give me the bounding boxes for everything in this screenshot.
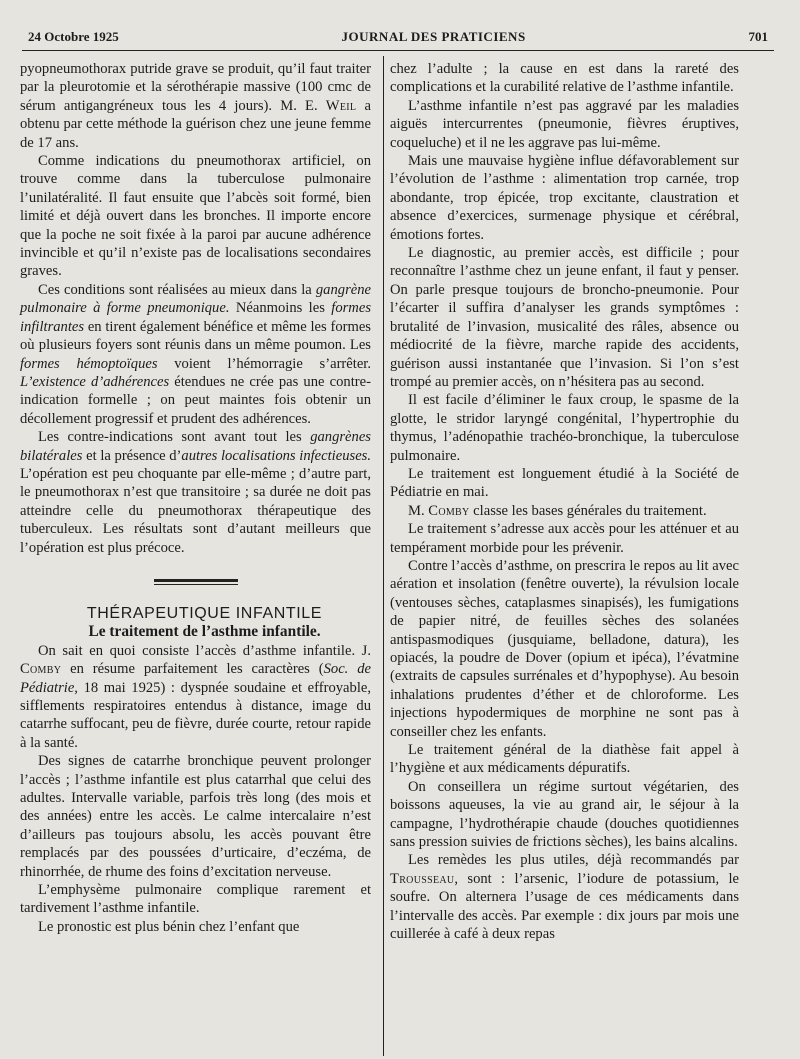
paragraph: Le traitement s’adresse aux accès pour les atténuer et au tempérament morbide pour les prévenir. <box>390 521 739 556</box>
paragraph: Contre l’accès d’asthme, on prescrira le repos au lit avec aération et insolation (fenêtre ouverte), la révulsion locale (ventouses sèches, cataplasmes sinapisés), les fumigations de papier nitré, de feuilles sèches des solanées antispasmodiques (jusquiame, belladone, datura), les opiacés, la poudre de Dover (opium et ipéca), l’évatmine (extraits de capsules surrénales et d’hypophyse). Au besoin inhalations prudentes d’éther et de chloroforme. Les injections hypodermiques de morphine ne sont pas à conseiller chez les enfants. <box>390 557 739 740</box>
paragraph: Le traitement général de la diathèse fait appel à l’hygiène et aux médicaments dépuratifs. <box>390 742 739 777</box>
paragraph: Le diagnostic, au premier accès, est difficile ; pour reconnaître l’asthme chez un jeune enfant, il faut y penser. On parle presque toujours de broncho-pneumonie. Pour l’écarter il suffira d’analyser les grands symptômes : brutalité de l’invasion, musicalité des râles, absence ou médiocrité de la fièvre, marche rapide des accidents, guérison aussi instantanée que l’invasion. Si l’on s’est trompé au premier accès, on n’hésitera pas au second. <box>390 245 739 390</box>
paragraph: Comme indications du pneumothorax artificiel, on trouve comme dans la tuberculose pulmonaire l’unilatéralité. Il faut ensuite que l’abcès soit formé, bien limité et déjà ouvert dans les bronches. Il importe encore que la poche ne soit fixée à la paroi par aucune adhérence invincible et qu’il n’existe pas de localisations secondaires graves. <box>20 153 371 280</box>
running-header <box>28 28 768 46</box>
column-divider <box>383 56 384 1056</box>
paragraph: Les contre-indications sont avant tout les gangrènes bilatérales et la présence d’autres localisations infectieuses. L’opération est peu choquante par elle-même ; d’autre part, le pneumothorax n’est que transitoire ; sa durée ne doit pas atteindre celle du pneumothorax thérapeutique des tuberculeux. Les résultats sont d’autant meilleurs que l’opération est plus précoce. <box>20 429 371 556</box>
left-column <box>20 60 371 936</box>
paragraph: pyopneumothorax putride grave se produit, qu’il faut traiter par la pleurotomie et la sérothérapie massive (100 cmc de sérum antigangréneux tous les 4 jours). M. E. Weil a obtenu par cette méthode la guérison chez une jeune femme de 17 ans. <box>20 61 371 151</box>
header-rule <box>22 50 774 51</box>
paragraph: Les remèdes les plus utiles, déjà recommandés par Trousseau, sont : l’arsenic, l’iodure de potassium, le soufre. On alternera l’usage de ces médicaments dans l’intervalle des accès. Par exemple : dix jours par mois une cuillerée à café à deux repas <box>390 852 739 943</box>
paragraph: Ces conditions sont réalisées au mieux dans la gangrène pulmonaire à forme pneumonique. Néanmoins les formes infiltrantes en tirent également bénéfice et même les formes où plusieurs foyers sont réunis dans un même poumon. Les formes hémoptoïques voient l’hémorragie s’arrêter. L’existence d’adhérences étendues ne crée pas une contre-indication formelle ; on peut maintes fois obtenir un décollement progressif et prudent des adhérences. <box>20 281 371 427</box>
paragraph: Des signes de catarrhe bronchique peuvent prolonger l’accès ; l’asthme infantile est plus catarrhal que celui des adultes. Intervalle variable, parfois très long (des mois et des années) entre les accès. Le calme intercalaire n’est d’ailleurs pas toujours absolu, les accès pouvant être remplacés par des poussées d’urticaire, d’eczéma, de rhinorrhée, de rhume des foins d’excitation nerveuse. <box>20 753 371 880</box>
author-name: Trousseau <box>390 870 455 887</box>
author-name: Comby <box>428 502 470 519</box>
paragraph: Le pronostic est plus bénin chez l’enfant que <box>38 918 300 935</box>
paragraph: Mais une mauvaise hygiène influe défavorablement sur l’évolution de l’asthme : alimentation trop carnée, trop abondante, trop épicée, trop excitante, claustration et absence d’exercices, surmenage physique et cérébral, émotions fortes. <box>390 153 739 243</box>
paragraph: M. Comby classe les bases générales du traitement. <box>408 502 707 519</box>
section-heading: THÉRAPEUTIQUE INFANTILE <box>86 604 323 622</box>
article-title: Le traitement de l’asthme infantile. <box>88 623 321 641</box>
paragraph: On sait en quoi consiste l’accès d’asthme infantile. J. Comby en résume parfaitement les caractères (Soc. de Pédiatrie, 18 mai 1925) : dyspnée soudaine et effroyable, sifflements respiratoires entendus à distance, image du catarrhe suffocant, peu de fièvre, durée courte, retour rapide à la santé. <box>20 642 371 751</box>
paragraph: L’asthme infantile n’est pas aggravé par les maladies aiguës intercurrentes (pneumonie, fièvres éruptives, coqueluche) et il ne les aggrave pas lui-même. <box>390 97 739 151</box>
paragraph: chez l’adulte ; la cause en est dans la rareté des complications et la curabilité relative de l’asthme infantile. <box>390 61 739 96</box>
paragraph: L’emphysème pulmonaire complique rarement et tardivement l’asthme infantile. <box>20 882 371 917</box>
right-column <box>390 60 739 944</box>
paragraph: Le traitement est longuement étudié à la Société de Pédiatrie en mai. <box>390 465 739 501</box>
paragraph: Il est facile d’éliminer le faux croup, le spasme de la glotte, le stridor laryngé congénital, l’hypertrophie du thymus, l’adénopathie trachéo-bronchique, la tuberculose pulmonaire. <box>390 392 739 464</box>
journal-title: JOURNAL DES PRATICIENS <box>341 29 526 44</box>
author-name: Comby <box>20 661 62 678</box>
author-name: Weil <box>325 97 357 114</box>
issue-date: 24 Octobre 1925 <box>28 29 119 44</box>
section-ornament <box>154 579 238 585</box>
page-number: 701 <box>748 29 768 44</box>
paragraph: On conseillera un régime surtout végétarien, des boissons aqueuses, la vie au grand air, le séjour à la campagne, l’hydrothérapie chaude (douches quotidiennes sans pression suivies de frictions sèches), les bains alcalins. <box>390 778 739 851</box>
